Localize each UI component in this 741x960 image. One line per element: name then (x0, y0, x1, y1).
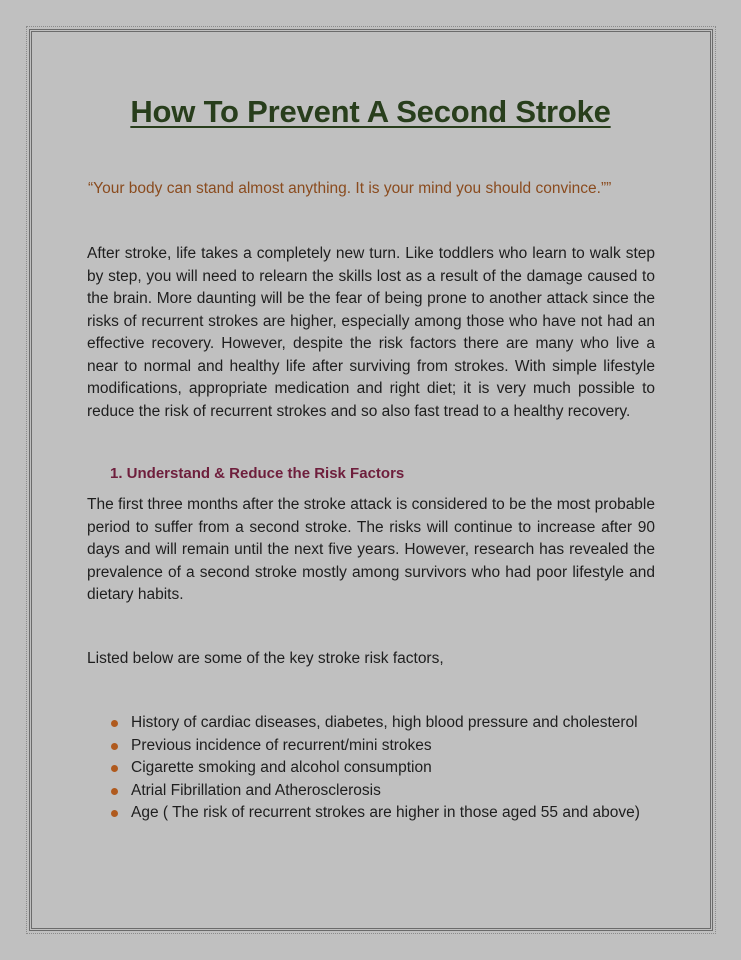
list-item-text: History of cardiac diseases, diabetes, high blood pressure and cholesterol (131, 714, 638, 731)
bullet-icon (111, 788, 118, 795)
list-item (110, 735, 640, 758)
bullet-icon (111, 720, 118, 727)
page-title: How To Prevent A Second Stroke (130, 94, 611, 129)
list-item-text: Atrial Fibrillation and Atherosclerosis (131, 781, 381, 799)
intro-paragraph: After stroke, life takes a completely new turn. Like toddlers who learn to walk step by step, you will need to relearn the skills lost as a result of the damage caused to the brain. More daunting will be the fear of being prone to another attack since the risks of recurrent strokes are higher, especially among those who have not had an effective recovery. However, despite the risk factors there are many who live a near to normal and healthy life after surviving from strokes. With simple lifestyle modifications, appropriate medication and right diet; it is very much possible to reduce the risk of recurrent strokes and so also fast tread to a healthy recovery. (87, 245, 655, 420)
list-item (110, 757, 640, 780)
list-item-text: Age ( The risk of recurrent strokes are higher in those aged 55 and above) (131, 804, 640, 821)
list-item-text: Cigarette smoking and alcohol consumption (131, 759, 432, 776)
list-intro: Listed below are some of the key stroke risk factors, (87, 650, 444, 667)
bullet-icon (111, 810, 118, 817)
quote: “Your body can stand almost anything. It is your mind you should convince.”” (88, 180, 612, 197)
list-item-text: Previous incidence of recurrent/mini strokes (131, 736, 432, 754)
section-heading: 1. Understand & Reduce the Risk Factors (110, 465, 405, 482)
bullet-icon (111, 765, 118, 772)
list-item (110, 712, 640, 735)
section-paragraph: The first three months after the stroke attack is considered to be the most probable period to suffer from a second stroke. The risks will continue to increase after 90 days and will remain until the next five years. However, research has revealed the prevalence of a second stroke mostly among survivors who had poor lifestyle and dietary habits. (87, 496, 655, 603)
risk-factor-list (110, 712, 640, 825)
list-item (110, 802, 640, 825)
bullet-icon (111, 743, 118, 750)
list-item (110, 780, 640, 803)
